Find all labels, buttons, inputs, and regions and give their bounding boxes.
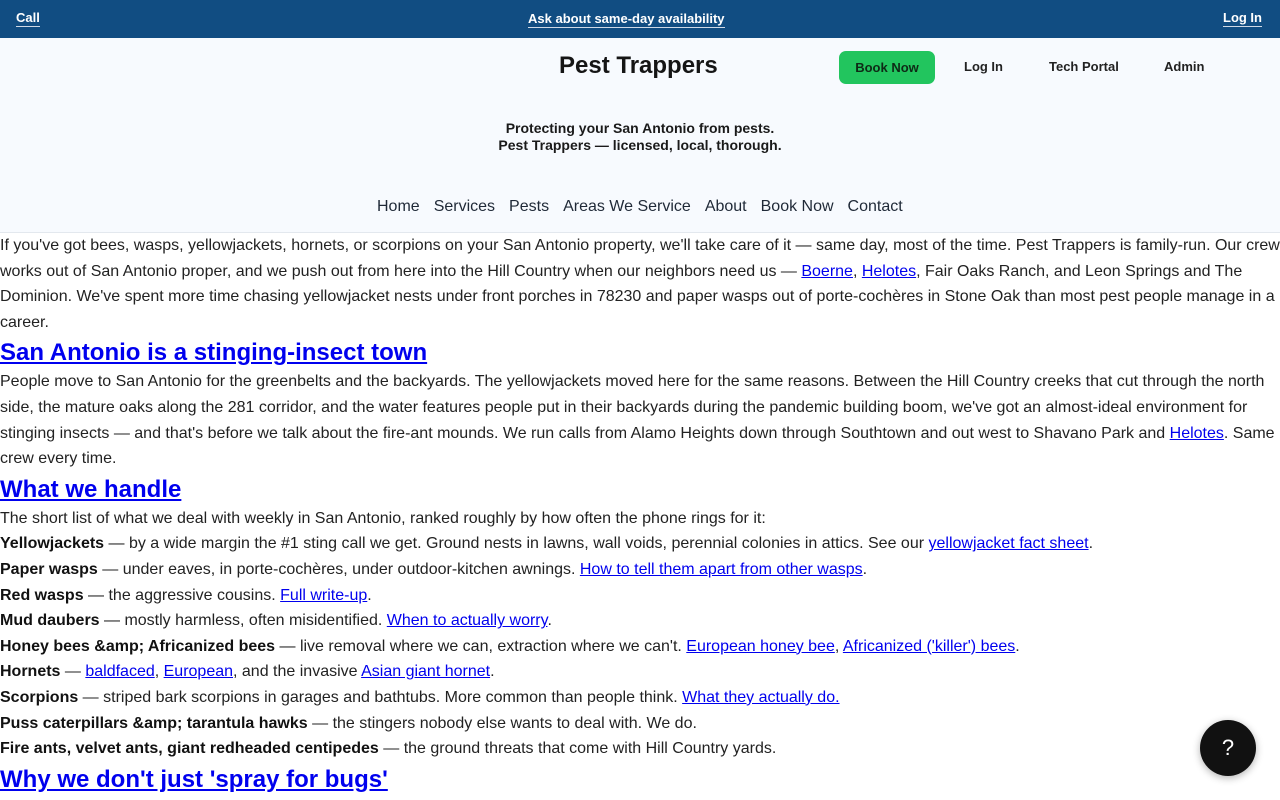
item-name: Scorpions (0, 688, 79, 706)
item-text: — live removal where we can, extraction where we can't. (275, 637, 687, 655)
top-announcement-bar (0, 0, 1280, 38)
stinging-text-2: . Same crew every time. (0, 424, 1275, 468)
item-end: . (547, 612, 552, 630)
item-text: — the ground threats that come with Hill Country yards. (378, 740, 777, 758)
list-item (0, 736, 1280, 762)
section-heading-handle (0, 476, 1280, 504)
why-not-spray-heading-link[interactable]: Why we don't just 'spray for bugs' (0, 765, 388, 793)
asian-giant-hornet-link[interactable]: Asian giant hornet (361, 663, 491, 681)
nav-book-now[interactable]: Book Now (760, 198, 834, 215)
item-name: Yellowjackets (0, 535, 105, 553)
intro-paragraph (0, 233, 1280, 335)
mud-daubers-link[interactable]: When to actually worry (386, 612, 548, 630)
handle-intro: The short list of what we deal with weekly in San Antonio, ranked roughly by how often the phone rings for it: (0, 509, 766, 527)
list-item (0, 659, 1280, 685)
nav-pests[interactable]: Pests (509, 198, 550, 215)
item-end: . (862, 560, 868, 578)
stinging-insect-heading-link[interactable]: San Antonio is a stinging-insect town (0, 339, 428, 367)
main-content (0, 233, 1280, 796)
header-login-link[interactable]: Log In (964, 59, 1003, 74)
stinging-paragraph (0, 369, 1280, 471)
tech-portal-link[interactable]: Tech Portal (1049, 59, 1119, 74)
item-end: . (1088, 535, 1094, 553)
item-name: Honey bees &amp; Africanized bees (0, 637, 276, 655)
paper-wasps-link[interactable]: How to tell them apart from other wasps (579, 560, 863, 578)
item-text: — striped bark scorpions in garages and bathtubs. More common than people think. (78, 688, 683, 706)
section-heading-why (0, 766, 1280, 794)
item-name: Red wasps (0, 586, 84, 604)
item-name: Mud daubers (0, 612, 100, 630)
intro-sep: , (852, 262, 862, 280)
item-text: — (60, 663, 86, 681)
main-nav (377, 198, 917, 216)
nav-contact[interactable]: Contact (847, 198, 903, 215)
list-item (0, 608, 1280, 634)
nav-about[interactable]: About (704, 198, 747, 215)
boerne-link[interactable]: Boerne (801, 262, 853, 280)
yellowjacket-fact-sheet-link[interactable]: yellowjacket fact sheet (928, 535, 1089, 553)
nav-areas[interactable]: Areas We Service (563, 198, 691, 215)
tagline-line-1: Protecting your San Antonio from pests. (505, 120, 775, 136)
brand-title[interactable]: Pest Trappers (559, 52, 718, 79)
red-wasps-writeup-link[interactable]: Full write-up (280, 586, 368, 604)
help-chat-button[interactable]: ? (1200, 720, 1256, 776)
baldfaced-hornet-link[interactable]: baldfaced (85, 663, 155, 681)
call-link[interactable]: Call (16, 10, 40, 25)
item-name: Puss caterpillars &amp; tarantula hawks (0, 714, 308, 732)
item-text: — the stingers nobody else wants to deal with. We do. (307, 714, 697, 732)
africanized-bees-link[interactable]: Africanized ('killer') bees (842, 637, 1016, 655)
admin-link[interactable]: Admin (1164, 59, 1205, 74)
list-item (0, 711, 1280, 737)
item-sep: , (154, 663, 164, 681)
item-text: — under eaves, in porte-cochères, under outdoor-kitchen awnings. (97, 560, 580, 578)
european-hornet-link[interactable]: European (163, 663, 234, 681)
what-we-handle-heading-link[interactable]: What we handle (0, 475, 182, 503)
item-end: . (367, 586, 372, 604)
same-day-availability-link[interactable]: Ask about same-day availability (528, 11, 725, 26)
scorpions-link[interactable]: What they actually do. (682, 688, 840, 706)
list-item (0, 557, 1280, 583)
item-name: Paper wasps (0, 560, 98, 578)
item-name: Fire ants, velvet ants, giant redheaded centipedes (0, 740, 379, 758)
item-text: — mostly harmless, often misidentified. (99, 612, 387, 630)
item-end: . (490, 663, 495, 681)
book-now-button[interactable]: Book Now (839, 51, 935, 84)
item-text: — by a wide margin the #1 sting call we get. Ground nests in lawns, wall voids, perennial colonies in attics. See our (104, 535, 929, 553)
european-honey-bee-link[interactable]: European honey bee (686, 637, 835, 655)
nav-home[interactable]: Home (377, 198, 420, 215)
item-text: — the aggressive cousins. (83, 586, 281, 604)
nav-services[interactable]: Services (433, 198, 496, 215)
intro-text-2: , Fair Oaks Ranch, and Leon Springs and The Dominion. We've spent more time chasing yellowjacket nests under front porches in 78230 and paper wasps out of porte-cochères in Stone Oak than most pest people manage in a career. (0, 262, 1275, 331)
item-sep: , and the invasive (233, 663, 362, 681)
helotes-link[interactable]: Helotes (861, 262, 917, 280)
helotes-link-2[interactable]: Helotes (1169, 424, 1224, 442)
list-item (0, 634, 1280, 660)
tagline-line-2: Pest Trappers — licensed, local, thorough. (498, 137, 782, 153)
topbar-login-link[interactable]: Log In (1223, 10, 1262, 25)
item-sep: , (834, 637, 843, 655)
site-header (0, 38, 1280, 233)
item-end: . (1015, 637, 1020, 655)
intro-text-1: If you've got bees, wasps, yellowjackets, hornets, or scorpions on your San Antonio property, we'll take care of it — same day, most of the time. Pest Trappers is family-run. Our crew works out of San Antonio proper, and we push out from here into the Hill Country when our neighbors need us — (0, 237, 1280, 280)
section-heading-stinging (0, 339, 1280, 367)
list-item (0, 583, 1280, 609)
list-item (0, 531, 1280, 557)
stinging-text-1: People move to San Antonio for the greenbelts and the backyards. The yellowjackets moved here for the same reasons. Between the Hill Country creeks that cut through the north side, the mature oaks along the 281 corridor, and the water features people put in their backyards during the pandemic building boom, we've got an almost-ideal environment for stinging insects — and that's before we talk about the fire-ant mounds. We run calls from Alamo Heights down through Southtown and out west to Shavano Park and (0, 373, 1265, 442)
item-name: Hornets (0, 663, 61, 681)
list-item (0, 685, 1280, 711)
